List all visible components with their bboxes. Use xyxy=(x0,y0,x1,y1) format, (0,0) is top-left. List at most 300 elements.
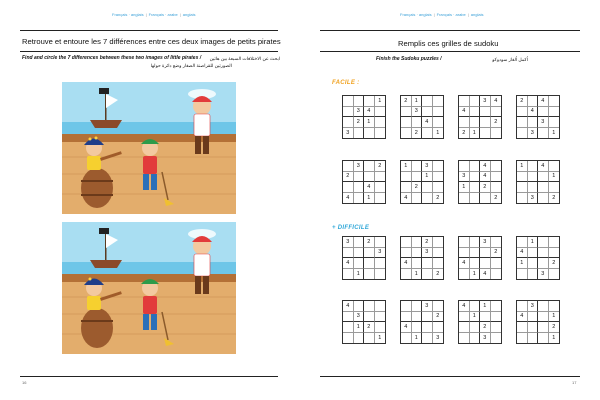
sudoku-cell[interactable] xyxy=(517,117,528,128)
sudoku-cell[interactable] xyxy=(517,182,528,193)
sudoku-cell[interactable] xyxy=(433,107,444,118)
sudoku-cell[interactable]: 1 xyxy=(375,96,386,107)
sudoku-cell[interactable] xyxy=(354,128,365,139)
sudoku-cell[interactable] xyxy=(412,237,423,248)
sudoku-cell[interactable]: 2 xyxy=(433,312,444,323)
bottom-rule xyxy=(20,376,278,377)
sudoku-cell[interactable] xyxy=(354,182,365,193)
sudoku-cell[interactable] xyxy=(538,107,549,118)
sudoku-cell[interactable]: 3 xyxy=(422,248,433,259)
sudoku-cell[interactable]: 2 xyxy=(354,117,365,128)
running-head-part: Français · anglais xyxy=(112,12,144,17)
sudoku-cell[interactable] xyxy=(354,333,365,344)
sudoku-grid xyxy=(516,160,560,204)
sudoku-cell[interactable] xyxy=(375,182,386,193)
sudoku-cell[interactable] xyxy=(433,161,444,172)
sudoku-cell[interactable] xyxy=(422,312,433,323)
sudoku-cell[interactable]: 4 xyxy=(401,322,412,333)
sudoku-cell[interactable]: 4 xyxy=(343,301,354,312)
pirate-scene-top-art xyxy=(62,82,236,214)
sudoku-cell[interactable]: 1 xyxy=(517,258,528,269)
sudoku-cell[interactable] xyxy=(433,117,444,128)
sudoku-cell[interactable]: 3 xyxy=(459,172,470,183)
sudoku-grid xyxy=(400,95,444,139)
sudoku-cell[interactable] xyxy=(412,172,423,183)
sudoku-cell[interactable]: 3 xyxy=(480,237,491,248)
sudoku-cell[interactable] xyxy=(401,333,412,344)
sudoku-cell[interactable] xyxy=(459,312,470,323)
sudoku-cell[interactable] xyxy=(538,301,549,312)
sudoku-cell[interactable] xyxy=(354,172,365,183)
sudoku-cell[interactable] xyxy=(412,161,423,172)
sudoku-cell[interactable] xyxy=(375,269,386,280)
sudoku-cell[interactable] xyxy=(364,258,375,269)
sudoku-cell[interactable] xyxy=(517,107,528,118)
sudoku-cell[interactable] xyxy=(354,237,365,248)
sudoku-cell[interactable] xyxy=(364,301,375,312)
sudoku-cell[interactable] xyxy=(375,117,386,128)
sudoku-cell[interactable] xyxy=(517,301,528,312)
sudoku-grid xyxy=(342,236,386,280)
sudoku-cell[interactable] xyxy=(433,182,444,193)
sudoku-cell[interactable] xyxy=(354,96,365,107)
sudoku-cell[interactable] xyxy=(354,248,365,259)
sudoku-cell[interactable] xyxy=(343,248,354,259)
sudoku-cell[interactable]: 2 xyxy=(436,270,440,277)
sudoku-cell[interactable]: 2 xyxy=(491,248,502,259)
sudoku-cell[interactable] xyxy=(538,258,549,269)
sudoku-cell[interactable]: 2 xyxy=(364,237,375,248)
sudoku-cell[interactable] xyxy=(491,312,502,323)
sudoku-cell[interactable]: 3 xyxy=(528,128,539,139)
sudoku-cell[interactable] xyxy=(528,269,539,280)
pirate-scene-bottom xyxy=(62,222,236,354)
sudoku-cell[interactable]: 3 xyxy=(538,117,549,128)
sudoku-cell[interactable] xyxy=(401,312,412,323)
sudoku-cell[interactable]: 2 xyxy=(436,194,440,201)
sudoku-cell[interactable] xyxy=(491,107,502,118)
sudoku-cell[interactable]: 4 xyxy=(364,107,375,118)
sudoku-cell[interactable] xyxy=(422,128,433,139)
sudoku-cell[interactable] xyxy=(517,128,528,139)
pirate-scene-bottom-art xyxy=(62,222,236,354)
sudoku-cell[interactable] xyxy=(491,333,502,344)
subtitle-english xyxy=(22,55,201,61)
sudoku-cell[interactable] xyxy=(517,237,528,248)
sudoku-cell[interactable] xyxy=(375,193,386,204)
sudoku-cell[interactable] xyxy=(433,96,444,107)
sudoku-cell[interactable] xyxy=(491,182,502,193)
sudoku-cell[interactable]: 4 xyxy=(459,258,470,269)
sudoku-cell[interactable]: 1 xyxy=(412,96,423,107)
sudoku-cell[interactable] xyxy=(491,258,502,269)
sudoku-cell[interactable] xyxy=(412,301,423,312)
sudoku-grid xyxy=(400,300,444,344)
sudoku-cell[interactable]: 1 xyxy=(470,269,481,280)
sudoku-cell[interactable] xyxy=(470,182,481,193)
sudoku-cell[interactable] xyxy=(433,301,444,312)
sudoku-cell[interactable] xyxy=(517,333,528,344)
sudoku-cell[interactable] xyxy=(549,182,560,193)
sudoku-cell[interactable]: 3 xyxy=(354,312,365,323)
sudoku-grid xyxy=(516,300,560,344)
sudoku-cell[interactable] xyxy=(517,172,528,183)
running-head-part: Français · anglais xyxy=(400,12,432,17)
sudoku-cell[interactable] xyxy=(491,128,502,139)
sudoku-cell[interactable] xyxy=(517,322,528,333)
sudoku-cell[interactable] xyxy=(528,96,539,107)
sudoku-cell[interactable]: 2 xyxy=(412,128,423,139)
sudoku-cell[interactable] xyxy=(401,301,412,312)
sudoku-cell[interactable]: 1 xyxy=(354,322,365,333)
sudoku-cell[interactable] xyxy=(528,182,539,193)
sudoku-cell[interactable] xyxy=(343,182,354,193)
sudoku-cell[interactable] xyxy=(528,333,539,344)
sudoku-cell[interactable] xyxy=(412,117,423,128)
sudoku-cell[interactable] xyxy=(375,128,386,139)
sudoku-cell[interactable]: 4 xyxy=(364,182,375,193)
subtitle-separator: / xyxy=(440,56,442,62)
sudoku-cell[interactable] xyxy=(549,301,560,312)
sudoku-cell[interactable] xyxy=(401,128,412,139)
sudoku-cell[interactable]: 3 xyxy=(538,269,549,280)
sudoku-cell[interactable] xyxy=(364,96,375,107)
sudoku-cell[interactable] xyxy=(491,269,502,280)
sudoku-grid xyxy=(342,160,386,204)
sudoku-cell[interactable]: 4 xyxy=(480,161,491,172)
sudoku-cell[interactable] xyxy=(343,117,354,128)
page-number: 16 xyxy=(22,380,27,385)
sudoku-cell[interactable] xyxy=(538,172,549,183)
sudoku-cell[interactable] xyxy=(491,301,502,312)
sudoku-cell[interactable] xyxy=(470,96,481,107)
sudoku-cell[interactable]: 4 xyxy=(459,107,470,118)
sudoku-cell[interactable] xyxy=(470,301,481,312)
sudoku-cell[interactable] xyxy=(470,117,481,128)
subtitle-arabic: أكمل ألغاز سودوكو xyxy=(492,57,528,62)
sudoku-grid xyxy=(458,160,502,204)
title-rule xyxy=(320,51,580,52)
sudoku-grid xyxy=(516,236,560,280)
sudoku-cell[interactable] xyxy=(480,128,491,139)
sudoku-cell[interactable] xyxy=(459,322,470,333)
sudoku-cell[interactable] xyxy=(433,258,444,269)
sudoku-cell[interactable]: 3 xyxy=(354,107,365,118)
sudoku-cell[interactable] xyxy=(491,161,502,172)
sudoku-cell[interactable]: 3 xyxy=(422,301,433,312)
sudoku-cell[interactable]: 3 xyxy=(480,96,491,107)
sudoku-cell[interactable] xyxy=(491,322,502,333)
sudoku-cell[interactable] xyxy=(343,312,354,323)
sudoku-cell[interactable]: 3 xyxy=(528,301,539,312)
sudoku-cell[interactable] xyxy=(375,258,386,269)
sudoku-cell[interactable] xyxy=(412,193,423,204)
page-title: Remplis ces grilles de sudoku xyxy=(398,39,499,48)
sudoku-cell[interactable] xyxy=(343,269,354,280)
sudoku-cell[interactable] xyxy=(538,322,549,333)
sudoku-grid xyxy=(400,236,444,280)
subtitle-separator: / xyxy=(199,55,202,61)
sudoku-cell[interactable] xyxy=(459,269,470,280)
sudoku-cell[interactable]: 4 xyxy=(422,117,433,128)
sudoku-cell[interactable]: 2 xyxy=(491,117,502,128)
sudoku-cell[interactable] xyxy=(549,237,560,248)
sudoku-cell[interactable] xyxy=(480,258,491,269)
sudoku-cell[interactable]: 1 xyxy=(552,129,556,136)
subtitle-english xyxy=(376,56,442,62)
top-rule xyxy=(20,30,278,31)
right-page xyxy=(300,0,600,400)
sudoku-cell[interactable]: 2 xyxy=(480,322,491,333)
running-head-part: Français · arabe xyxy=(148,12,178,17)
hard-level-label: + DIFFICILE xyxy=(332,225,370,231)
sudoku-cell[interactable] xyxy=(538,333,549,344)
sudoku-cell[interactable]: 1 xyxy=(401,161,412,172)
sudoku-cell[interactable] xyxy=(549,96,560,107)
sudoku-cell[interactable]: 3 xyxy=(354,161,365,172)
sudoku-cell[interactable] xyxy=(343,107,354,118)
sudoku-cell[interactable] xyxy=(412,312,423,323)
sudoku-cell[interactable] xyxy=(422,182,433,193)
sudoku-cell[interactable] xyxy=(401,237,412,248)
sudoku-cell[interactable]: 1 xyxy=(549,172,560,183)
sudoku-cell[interactable] xyxy=(549,161,560,172)
sudoku-cell[interactable]: 2 xyxy=(364,322,375,333)
sudoku-cell[interactable] xyxy=(549,107,560,118)
sudoku-cell[interactable] xyxy=(517,269,528,280)
sudoku-cell[interactable] xyxy=(528,248,539,259)
sudoku-cell[interactable] xyxy=(422,269,433,280)
running-head-part: Français · arabe xyxy=(436,12,466,17)
sudoku-cell[interactable]: 3 xyxy=(343,128,354,139)
sudoku-cell[interactable] xyxy=(422,193,433,204)
sudoku-cell[interactable]: 1 xyxy=(549,312,560,323)
subtitle-arabic-1: ابحث عن الاختلافات السبعة بين هاتين xyxy=(209,56,280,61)
sudoku-cell[interactable] xyxy=(433,237,444,248)
sudoku-cell[interactable]: 1 xyxy=(412,269,423,280)
sudoku-cell[interactable] xyxy=(470,258,481,269)
sudoku-cell[interactable] xyxy=(422,258,433,269)
sudoku-cell[interactable] xyxy=(528,117,539,128)
sudoku-cell[interactable] xyxy=(412,322,423,333)
sudoku-cell[interactable] xyxy=(528,312,539,323)
sudoku-cell[interactable]: 3 xyxy=(528,193,539,204)
running-head-part: anglais xyxy=(470,12,484,17)
bottom-rule xyxy=(320,376,580,377)
sudoku-cell[interactable]: 1 xyxy=(470,312,481,323)
sudoku-cell[interactable]: 4 xyxy=(401,193,412,204)
sudoku-cell[interactable]: 2 xyxy=(549,322,560,333)
right-running-head: Français · anglais | Français · arabe | anglais xyxy=(400,12,484,17)
sudoku-cell[interactable]: 3 xyxy=(375,248,386,259)
sudoku-cell[interactable]: 4 xyxy=(517,312,528,323)
sudoku-cell[interactable] xyxy=(480,312,491,323)
sudoku-cell[interactable] xyxy=(528,161,539,172)
sudoku-cell[interactable] xyxy=(364,161,375,172)
sudoku-cell[interactable] xyxy=(401,269,412,280)
sudoku-cell[interactable] xyxy=(459,117,470,128)
sudoku-cell[interactable] xyxy=(375,301,386,312)
sudoku-cell[interactable]: 3 xyxy=(422,161,433,172)
sudoku-cell[interactable]: 2 xyxy=(422,237,433,248)
sudoku-cell[interactable] xyxy=(375,237,386,248)
sudoku-cell[interactable]: 2 xyxy=(375,161,386,172)
sudoku-cell[interactable]: 4 xyxy=(480,172,491,183)
sudoku-cell[interactable] xyxy=(491,172,502,183)
sudoku-cell[interactable] xyxy=(364,128,375,139)
sudoku-cell[interactable] xyxy=(422,333,433,344)
sudoku-grid xyxy=(342,95,386,139)
title-rule xyxy=(20,51,278,52)
sudoku-cell[interactable] xyxy=(491,237,502,248)
sudoku-grid xyxy=(342,300,386,344)
sudoku-cell[interactable]: 1 xyxy=(364,117,375,128)
sudoku-cell[interactable]: 2 xyxy=(459,128,470,139)
sudoku-cell[interactable] xyxy=(480,107,491,118)
sudoku-cell[interactable]: 2 xyxy=(480,182,491,193)
sudoku-cell[interactable]: 1 xyxy=(412,333,423,344)
sudoku-grid xyxy=(458,236,502,280)
sudoku-cell[interactable] xyxy=(343,96,354,107)
sudoku-cell[interactable]: 3 xyxy=(343,237,354,248)
sudoku-cell[interactable] xyxy=(528,172,539,183)
sudoku-cell[interactable] xyxy=(549,117,560,128)
sudoku-cell[interactable] xyxy=(538,128,549,139)
sudoku-cell[interactable]: 4 xyxy=(517,248,528,259)
sudoku-cell[interactable]: 2 xyxy=(412,182,423,193)
sudoku-cell[interactable]: 4 xyxy=(343,193,354,204)
sudoku-cell[interactable] xyxy=(375,312,386,323)
sudoku-cell[interactable] xyxy=(401,172,412,183)
sudoku-cell[interactable] xyxy=(364,269,375,280)
sudoku-cell[interactable] xyxy=(528,258,539,269)
sudoku-cell[interactable] xyxy=(459,333,470,344)
sudoku-cell[interactable] xyxy=(422,107,433,118)
sudoku-cell[interactable] xyxy=(459,237,470,248)
sudoku-cell[interactable]: 1 xyxy=(470,128,481,139)
sudoku-cell[interactable] xyxy=(401,107,412,118)
sudoku-cell[interactable] xyxy=(343,333,354,344)
sudoku-cell[interactable] xyxy=(480,193,491,204)
sudoku-cell[interactable]: 1 xyxy=(354,269,365,280)
sudoku-cell[interactable] xyxy=(470,333,481,344)
sudoku-cell[interactable]: 4 xyxy=(538,161,549,172)
sudoku-cell[interactable]: 2 xyxy=(517,96,528,107)
sudoku-cell[interactable]: 2 xyxy=(401,96,412,107)
sudoku-cell[interactable] xyxy=(538,312,549,323)
sudoku-cell[interactable] xyxy=(364,172,375,183)
sudoku-cell[interactable]: 2 xyxy=(343,172,354,183)
sudoku-cell[interactable]: 2 xyxy=(549,258,560,269)
sudoku-cell[interactable] xyxy=(470,248,481,259)
sudoku-cell[interactable]: 1 xyxy=(528,237,539,248)
subtitle-en-text: Find and circle the 7 differences between these two images of little pirates xyxy=(22,55,199,61)
sudoku-cell[interactable] xyxy=(412,248,423,259)
sudoku-cell[interactable]: 4 xyxy=(480,269,491,280)
sudoku-cell[interactable] xyxy=(364,333,375,344)
sudoku-cell[interactable] xyxy=(364,248,375,259)
sudoku-cell[interactable] xyxy=(354,193,365,204)
sudoku-cell[interactable]: 3 xyxy=(412,107,423,118)
sudoku-cell[interactable] xyxy=(549,269,560,280)
sudoku-cell[interactable]: 4 xyxy=(343,258,354,269)
sudoku-cell[interactable] xyxy=(422,322,433,333)
sudoku-cell[interactable]: 3 xyxy=(480,333,491,344)
sudoku-cell[interactable]: 1 xyxy=(364,193,375,204)
sudoku-cell[interactable] xyxy=(480,248,491,259)
sudoku-cell[interactable]: 4 xyxy=(459,301,470,312)
sudoku-cell[interactable] xyxy=(480,117,491,128)
sudoku-cell[interactable] xyxy=(459,161,470,172)
sudoku-cell[interactable] xyxy=(470,107,481,118)
sudoku-cell[interactable]: 2 xyxy=(552,194,556,201)
sudoku-cell[interactable]: 4 xyxy=(528,107,539,118)
sudoku-cell[interactable] xyxy=(528,322,539,333)
easy-level-label: FACILE : xyxy=(332,80,360,86)
sudoku-cell[interactable] xyxy=(354,258,365,269)
sudoku-cell[interactable] xyxy=(538,182,549,193)
sudoku-cell[interactable] xyxy=(470,172,481,183)
sudoku-cell[interactable] xyxy=(433,248,444,259)
sudoku-cell[interactable] xyxy=(470,193,481,204)
subtitle-en-text: Finish the Sudoku puzzles xyxy=(376,56,439,62)
running-head-part: anglais xyxy=(182,12,196,17)
sudoku-cell[interactable] xyxy=(433,322,444,333)
sudoku-cell[interactable] xyxy=(364,312,375,323)
sudoku-cell[interactable] xyxy=(459,248,470,259)
sudoku-cell[interactable] xyxy=(459,193,470,204)
sudoku-cell[interactable] xyxy=(412,258,423,269)
sudoku-cell[interactable]: 4 xyxy=(401,258,412,269)
sudoku-cell[interactable] xyxy=(343,161,354,172)
sudoku-cell[interactable]: 1 xyxy=(459,182,470,193)
sudoku-cell[interactable] xyxy=(422,96,433,107)
sudoku-cell[interactable]: 1 xyxy=(552,334,556,341)
sudoku-cell[interactable] xyxy=(470,322,481,333)
sudoku-cell[interactable] xyxy=(470,237,481,248)
sudoku-cell[interactable] xyxy=(375,172,386,183)
page-title: Retrouve et entoure les 7 différences entre ces deux images de petits pirates xyxy=(22,37,281,46)
sudoku-cell[interactable] xyxy=(459,96,470,107)
sudoku-cell[interactable] xyxy=(549,248,560,259)
sudoku-cell[interactable] xyxy=(433,172,444,183)
sudoku-cell[interactable]: 4 xyxy=(538,96,549,107)
sudoku-cell[interactable] xyxy=(401,182,412,193)
sudoku-cell[interactable] xyxy=(538,193,549,204)
sudoku-cell[interactable] xyxy=(517,193,528,204)
sudoku-cell[interactable] xyxy=(375,322,386,333)
pirate-scene-top xyxy=(62,82,236,214)
sudoku-cell[interactable] xyxy=(354,301,365,312)
sudoku-cell[interactable]: 1 xyxy=(480,301,491,312)
sudoku-cell[interactable]: 1 xyxy=(517,161,528,172)
sudoku-cell[interactable]: 1 xyxy=(422,172,433,183)
sudoku-cell[interactable] xyxy=(538,237,549,248)
sudoku-cell[interactable] xyxy=(375,107,386,118)
left-running-head: Français · anglais | Français · arabe | anglais xyxy=(112,12,196,17)
sudoku-cell[interactable] xyxy=(538,248,549,259)
sudoku-cell[interactable]: 1 xyxy=(436,129,440,136)
sudoku-cell[interactable] xyxy=(343,322,354,333)
sudoku-cell[interactable]: 1 xyxy=(378,334,382,341)
subtitle-arabic-2: الصورتين للقراصنة الصغار وضع دائرة حولها xyxy=(150,63,232,68)
sudoku-cell[interactable]: 2 xyxy=(494,194,498,201)
sudoku-cell[interactable]: 4 xyxy=(491,96,502,107)
sudoku-cell[interactable]: 3 xyxy=(436,334,440,341)
sudoku-cell[interactable] xyxy=(401,117,412,128)
sudoku-cell[interactable] xyxy=(401,248,412,259)
sudoku-cell[interactable] xyxy=(470,161,481,172)
